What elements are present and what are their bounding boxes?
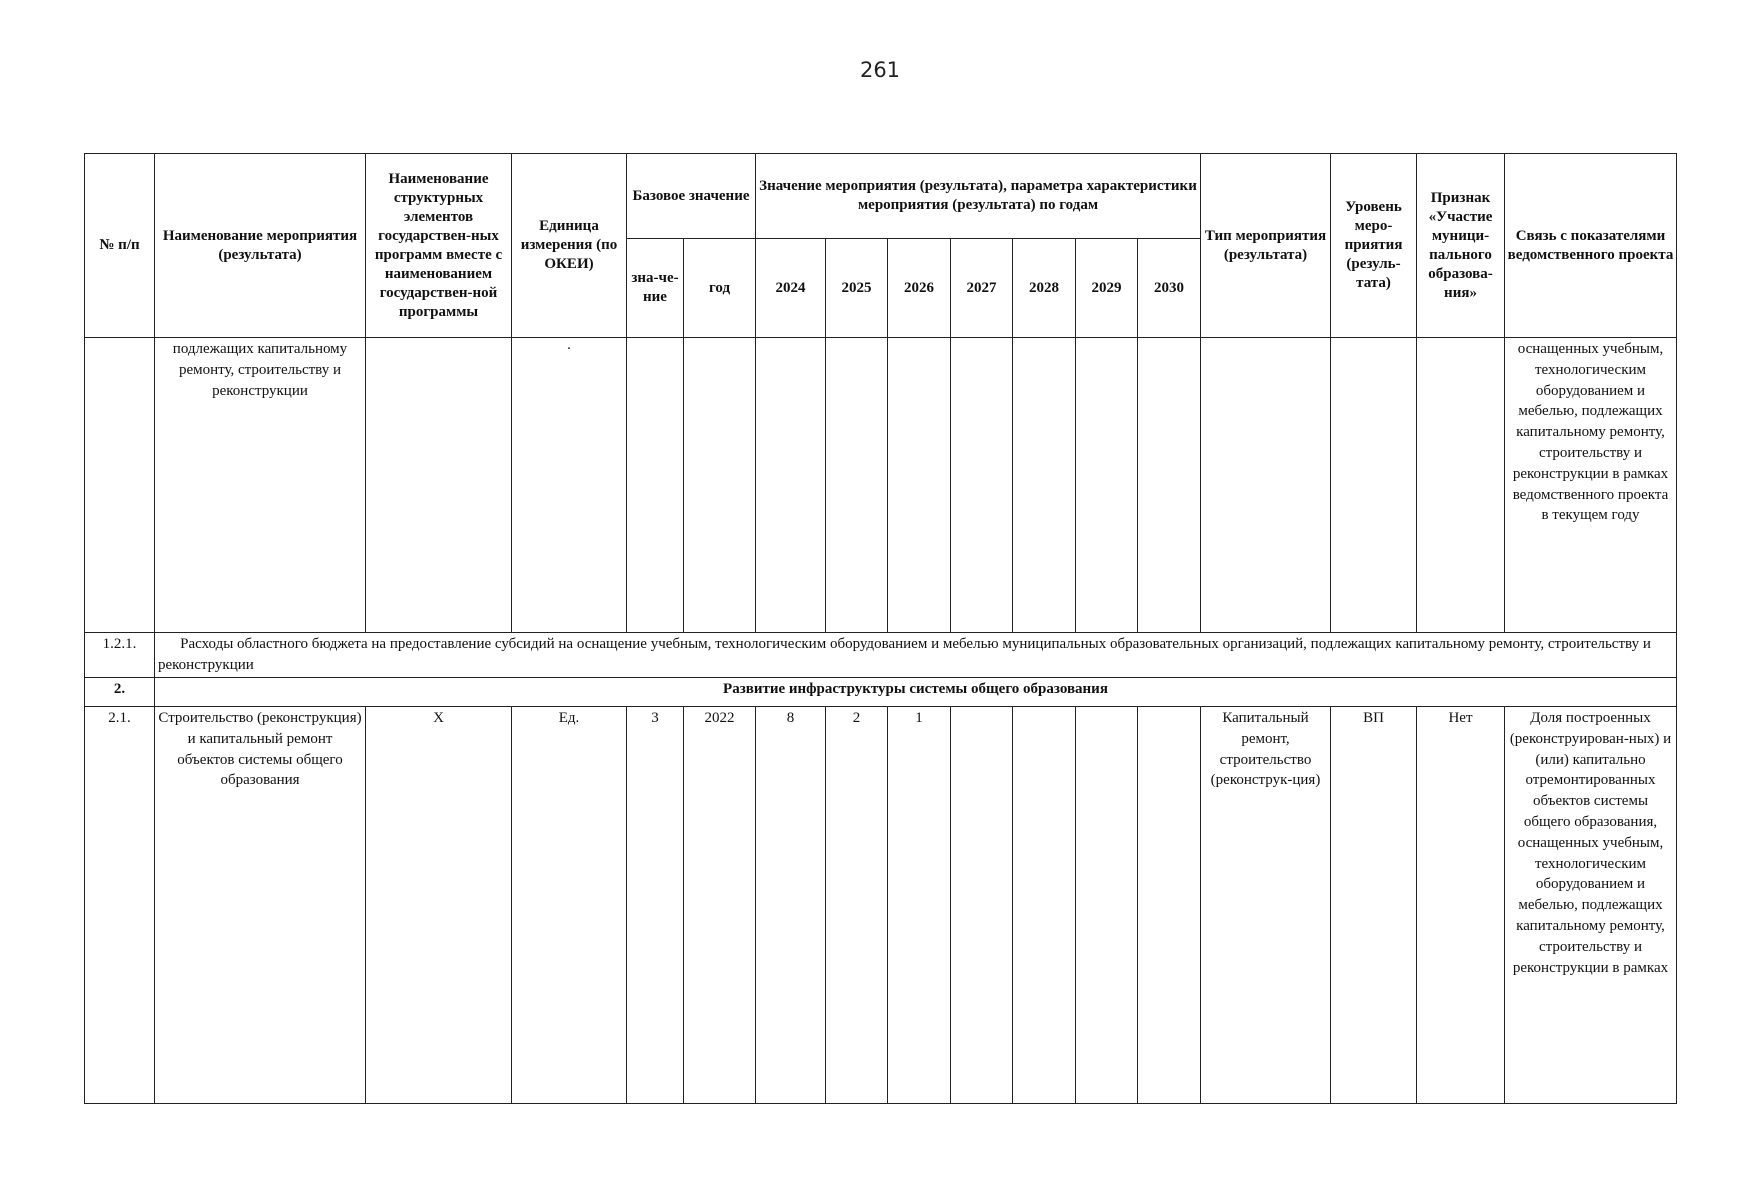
table-header bbox=[85, 154, 1677, 338]
cell-section-title: Развитие инфраструктуры системы общего образования bbox=[155, 678, 1677, 707]
header-base-year: год bbox=[684, 239, 756, 338]
header-link: Связь с показателями ведомственного проекта bbox=[1505, 154, 1677, 338]
table-row-2-1 bbox=[85, 707, 1677, 1104]
cell-2026 bbox=[888, 338, 951, 633]
cell-num bbox=[85, 338, 155, 633]
cell-base-year: 2022 bbox=[684, 707, 756, 1104]
cell-2024: 8 bbox=[756, 707, 826, 1104]
header-type: Тип мероприятия (результата) bbox=[1201, 154, 1331, 338]
header-level: Уровень меро-приятия (резуль-тата) bbox=[1331, 154, 1417, 338]
cell-2028 bbox=[1013, 707, 1076, 1104]
cell-merged-text: Расходы областного бюджета на предоставление субсидий на оснащение учебным, технологическим оборудованием и мебелью муниципальных образовательных организаций, подлежащих капитальному ремонту, строительству и реконструкции bbox=[155, 633, 1677, 678]
measures-table bbox=[84, 153, 1677, 1104]
cell-link: Доля построенных (реконструирован-ных) и (или) капитально отремонтированных объектов системы общего образования, оснащенных учебным, технологическим оборудованием и мебелью, подлежащих капитальному ремонту, строительству и реконструкции в рамках bbox=[1505, 707, 1677, 1104]
header-struct: Наименование структурных элементов государствен-ных программ вместе с наименованием государствен-ной программы bbox=[366, 154, 512, 338]
header-year-2026: 2026 bbox=[888, 239, 951, 338]
cell-2028 bbox=[1013, 338, 1076, 633]
cell-municipal bbox=[1417, 338, 1505, 633]
cell-name: Строительство (реконструкция) и капитальный ремонт объектов системы общего образования bbox=[155, 707, 366, 1104]
cell-municipal: Нет bbox=[1417, 707, 1505, 1104]
header-base: Базовое значение bbox=[627, 154, 756, 239]
header-year-2030: 2030 bbox=[1138, 239, 1201, 338]
cell-2024 bbox=[756, 338, 826, 633]
cell-type bbox=[1201, 338, 1331, 633]
cell-num: 2. bbox=[85, 678, 155, 707]
cell-unit: Ед. bbox=[512, 707, 627, 1104]
cell-2030 bbox=[1138, 707, 1201, 1104]
header-years-group: Значение мероприятия (результата), параметра характеристики мероприятия (результата) по годам bbox=[756, 154, 1201, 239]
header-num: № п/п bbox=[85, 154, 155, 338]
cell-2030 bbox=[1138, 338, 1201, 633]
cell-link: оснащенных учебным, технологическим оборудованием и мебелью, подлежащих капитальному ремонту, строительству и реконструкции в рамках ведомственного проекта в текущем году bbox=[1505, 338, 1677, 633]
cell-num: 2.1. bbox=[85, 707, 155, 1104]
table-row-1-2-1 bbox=[85, 633, 1677, 678]
cell-type: Капитальный ремонт, строительство (реконструк-ция) bbox=[1201, 707, 1331, 1104]
page-number: 261 bbox=[859, 58, 901, 82]
cell-2027 bbox=[951, 338, 1013, 633]
cell-2029 bbox=[1076, 338, 1138, 633]
cell-base-value: 3 bbox=[627, 707, 684, 1104]
header-year-2028: 2028 bbox=[1013, 239, 1076, 338]
cell-unit: · bbox=[512, 338, 627, 633]
cell-base-value bbox=[627, 338, 684, 633]
cell-num: 1.2.1. bbox=[85, 633, 155, 678]
header-year-2029: 2029 bbox=[1076, 239, 1138, 338]
header-year-2025: 2025 bbox=[826, 239, 888, 338]
cell-level: ВП bbox=[1331, 707, 1417, 1104]
header-year-2027: 2027 bbox=[951, 239, 1013, 338]
cell-2029 bbox=[1076, 707, 1138, 1104]
cell-name: подлежащих капитальному ремонту, строительству и реконструкции bbox=[155, 338, 366, 633]
header-municipal: Признак «Участие муници-пального образова-ния» bbox=[1417, 154, 1505, 338]
header-base-value: зна-че-ние bbox=[627, 239, 684, 338]
cell-struct bbox=[366, 338, 512, 633]
cell-level bbox=[1331, 338, 1417, 633]
cell-2025: 2 bbox=[826, 707, 888, 1104]
table-row-continuation bbox=[85, 338, 1677, 633]
header-name: Наименование мероприятия (результата) bbox=[155, 154, 366, 338]
header-unit: Единица измерения (по ОКЕИ) bbox=[512, 154, 627, 338]
cell-2026: 1 bbox=[888, 707, 951, 1104]
cell-2025 bbox=[826, 338, 888, 633]
header-year-2024: 2024 bbox=[756, 239, 826, 338]
table-row-2 bbox=[85, 678, 1677, 707]
cell-struct: Х bbox=[366, 707, 512, 1104]
cell-base-year bbox=[684, 338, 756, 633]
cell-2027 bbox=[951, 707, 1013, 1104]
